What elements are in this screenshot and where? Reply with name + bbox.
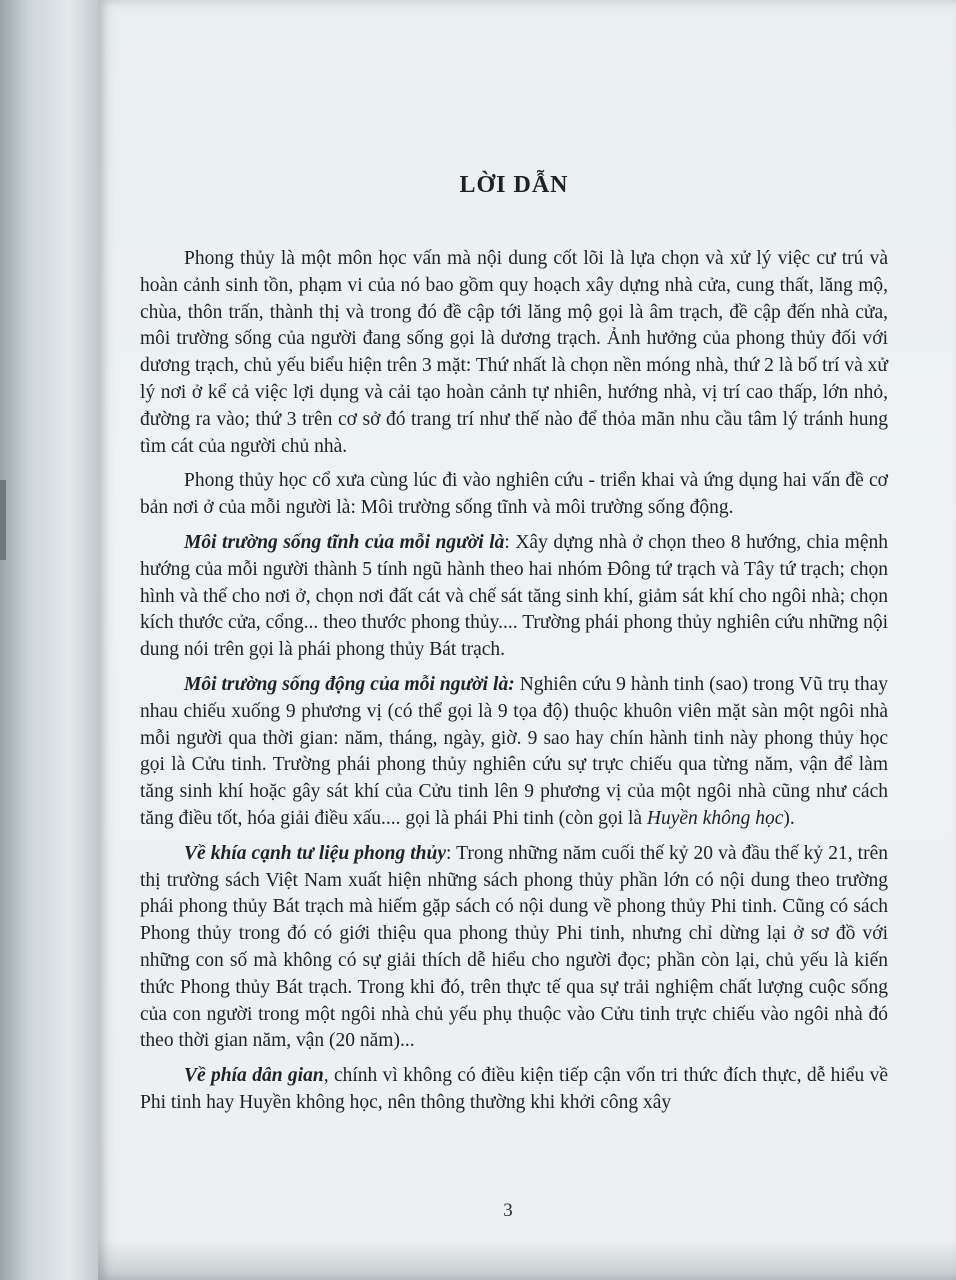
page-text (140, 170, 888, 1125)
paragraph-text: : Xây dựng nhà ở chọn theo 8 hướng, chia mệnh hướng của mỗi người thành 5 tính ngũ hành theo hai nhóm Đông tứ trạch và Tây tứ trạch; chọn hình và thế cho nơi ở, chọn nơi đất cát và chế sát tăng sinh khí, giảm sát khí cho ngôi nhà; chọn kích thước cửa, cổng... theo thước phong thủy.... Trường phái phong thủy nghiên cứu những nội dung nói trên gọi là phái phong thủy Bát trạch. (140, 531, 888, 661)
paragraph-6 (140, 1063, 888, 1117)
paragraph-text: Phong thủy học cổ xưa cùng lúc đi vào nghiên cứu - triển khai và ứng dụng hai vấn đề cơ bản nơi ở của mỗi người là: Môi trường sống tĩnh và môi trường sống động. (140, 470, 888, 519)
paragraph-5 (140, 841, 888, 1055)
paragraph-lead: Về phía dân gian (184, 1065, 324, 1087)
paragraph-text: : Trong những năm cuối thế kỷ 20 và đầu thế kỷ 21, trên thị trường sách Việt Nam xuất hiện những sách phong thủy phần lớn có nội dung theo trường phái phong thủy Bát trạch mà hiếm gặp sách có nội dung về phong thủy Phi tinh. Cũng có sách Phong thủy trong đó có giới thiệu qua phong thủy Phi tinh, nhưng chỉ dừng lại ở sơ đồ với những con số mà không có sự giải thích dễ hiểu cho người đọc; phần còn lại, chủ yếu là kiến thức Phong thủy Bát trạch. Trong khi đó, trên thực tế qua sự trải nghiệm chất lượng cuộc sống của con người trong một ngôi nhà chủ yếu phụ thuộc vào Cửu tinh trực chiếu vào ngôi nhà đó theo thời gian năm, vận (20 năm)... (140, 842, 888, 1052)
paragraph-text: , chính vì không có điều kiện tiếp cận vốn tri thức đích thực, dễ hiểu về Phi tinh hay Huyền không học, nên thông thường khi khởi công xây (140, 1065, 888, 1113)
paragraph-lead: Môi trường sống động của mỗi người là: (184, 673, 515, 695)
paragraph-italic: Huyền không học (646, 807, 784, 829)
paragraph-3 (140, 530, 888, 664)
page-number: 3 (503, 1200, 513, 1221)
paragraph-lead: Môi trường sống tĩnh của mỗi người là (184, 531, 505, 553)
paragraph-text: Phong thủy là một môn học vấn mà nội dung cốt lõi là lựa chọn và xử lý việc cư trú và hoàn cảnh sinh tồn, phạm vi của nó bao gồm quy hoạch xây dựng nhà cửa, cung thất, lăng mộ, chùa, thôn trấn, thành thị và trong đó đề cập tới lăng mộ gọi là âm trạch, đề cập đến nhà cửa, môi trường sống của người đang sống gọi là dương trạch. Ảnh hưởng của phong thủy đối với dương trạch, chủ yếu biểu hiện trên 3 mặt: Thứ nhất là chọn nền móng nhà, thứ 2 là bố trí và xử lý nơi ở kể cả việc lợi dụng và cải tạo hoàn cảnh tự nhiên, hướng nhà, vị trí cao thấp, lớn nhỏ, đường ra vào; thứ 3 trên cơ sở đó trang trí như thế nào để thỏa mãn nhu cầu tâm lý tránh hung tìm cát của người chủ nhà. (140, 248, 888, 457)
bottom-shadow (98, 1240, 956, 1280)
left-page-edge (0, 0, 98, 1280)
paragraph-4 (140, 672, 888, 833)
page-title: LỜI DẪN (459, 172, 569, 198)
page-edge-shadow (0, 480, 6, 560)
paragraph-lead: Về khía cạnh tư liệu phong thủy (184, 842, 447, 864)
paragraph-tail: ). (783, 807, 795, 829)
book-page (98, 0, 956, 1280)
paragraph-2 (140, 468, 888, 522)
paragraph-text: Nghiên cứu 9 hành tinh (sao) trong Vũ trụ thay nhau chiếu xuống 9 phương vị (có thể gọi là 9 tọa độ) thuộc khuôn viên mặt sàn một ngôi nhà mỗi người qua thời gian: năm, tháng, ngày, giờ. 9 sao hay chín hành tinh này phong thủy học gọi là Cửu tinh. Trường phái phong thủy nghiên cứu sự trực chiếu qua từng năm, vận để làm tăng sinh khí hoặc gây sát khí của Cửu tinh lên 9 phương vị của một ngôi nhà cũng như cách tăng điều tốt, hóa giải điều xấu.... gọi là phái Phi tinh (còn gọi là (140, 673, 888, 829)
paragraph-1 (140, 246, 888, 460)
